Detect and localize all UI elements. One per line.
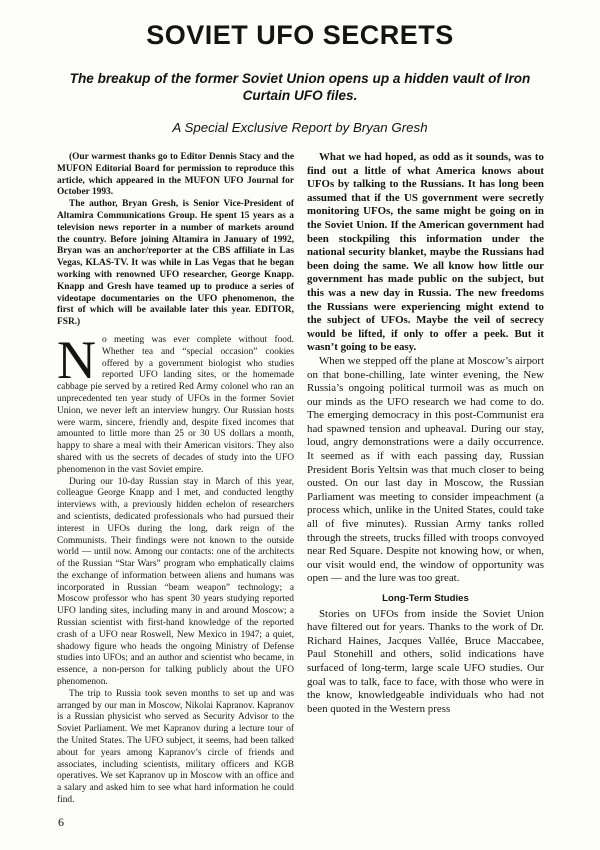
article-byline: A Special Exclusive Report by Bryan Gresh xyxy=(172,120,428,135)
article-title: SOVIET UFO SECRETS xyxy=(146,20,454,50)
right-column xyxy=(307,151,544,716)
body-paragraph: Stories on UFOs from inside the Soviet Union have filtered out for years. Thanks to the work of Dr. Richard Haines, Jacques Vallée, Bruce Maccabee, Paul Stonehill and others, solid indications have surfaced of long-term, large scale UFO studies. Our goal was to talk, face to face, with those who were in the know, knowledgeable individuals who had not been quoted in the Western press xyxy=(307,607,544,715)
body-paragraph-text: o meeting was ever complete without food. Whether tea and “special occasion” cookies offered by a government biologist who studies reported UFO landing sites, or the homemade cabbage pie served by a retired Red Army colonel who ran an unprecedented ten year study of UFOs in the former Soviet Union, we never left an interview hungry. Our Russian hosts were warm, sincere, friendly and, despite fixed incomes that amounted to little more than 25 or 30 US dollars a month, happy to share a meal with their American visitors. They also shared with us the secrets of decades of study into the UFO phenomenon in the vast Soviet empire. xyxy=(57,334,294,475)
body-paragraph: What we had hoped, as odd as it sounds, was to find out a little of what America knows about UFOs by talking to the Russians. It has long been assumed that if the US government were secretly monitoring UFOs, the same might be going on in the Soviet Union. If the American government had been stockpiling this information under the national security blanket, maybe the Russians had been doing the same. We all know how little our government has made public on the subject, but this was a new day in Russia. The new freedoms the Russians were experiencing might extend to the subject of UFOs. Maybe the veil of secrecy would be lifted, if only to offer a peek. But it wasn’t going to be easy. xyxy=(307,151,544,354)
editor-note xyxy=(57,152,294,329)
body-paragraph xyxy=(57,329,294,477)
drop-cap: N xyxy=(57,329,96,390)
article-subtitle: The breakup of the former Soviet Union opens up a hidden vault of Iron Curtain UFO files. xyxy=(69,71,531,103)
section-heading: Long-Term Studies xyxy=(382,593,469,604)
left-column xyxy=(57,152,294,807)
body-paragraph: During our 10-day Russian stay in March of this year, colleague George Knapp and I met, and conducted lengthy interviews with, a previously hidden echelon of researchers and scientists, dedicated professionals who had pursued their interest in UFOs during the long, dark reign of the Communists. Their findings were not known to the outside world — until now. Among our contacts: one of the architects of the Russian “Star Wars” program who emphatically claims the exchange of information between aliens and humans was incorporated in Russian “beam weapon” technology; a Moscow professor who has spent 30 years studying reported UFO landing sites, including many in and around Moscow; a Russian scientist with first-hand knowledge of the reported crash of a UFO near Roswell, New Mexico in 1947; a quiet, shadowy figure who heads the ongoing Ministry of Defense studies into UFOs; and an author and scientist who became, in essence, a non-person for talking publicly about the UFO phenomenon. xyxy=(57,476,294,688)
body-paragraph: The trip to Russia took seven months to set up and was arranged by our man in Moscow, Nikolai Kapranov. Kapranov is a Russian physicist who served as Security Advisor to the Soviet Parliament. We met Kapranov during a lecture tour of the United States. The UFO subject, it seems, had been talked about for years among Kapranov’s circle of friends and associates, including scientists, military officers and KGB operatives. We set Kapranov up in Moscow with an office and a salary and asked him to see what hard information he could find. xyxy=(57,688,294,806)
body-paragraph: When we stepped off the plane at Moscow’s airport on that bone-chilling, late winter evening, the New Russia’s ongoing political turmoil was as much on our minds as the UFO research we had come to do. The emerging democracy in this post-Communist era had spawned tension and upheaval. During our stay, loud, angry demonstrations were a daily occurrence. It seemed as if with each passing day, Russian President Boris Yeltsin was that much closer to being ousted. On our last day in Moscow, the Russian Parliament was meeting to consider impeachment (a process which, unlike in the United States, could take all of five minutes). Russian Army tanks rolled through the streets, trucks filled with troops convoyed near Red Square. Despite not knowing how, or when, our visit would end, the window of opportunity was open — and the lure was too great. xyxy=(307,354,544,585)
editor-note-paragraph: (Our warmest thanks go to Editor Dennis Stacy and the MUFON Editorial Board for permission to reproduce this article, which appeared in the MUFON UFO Journal for October 1993. xyxy=(57,152,294,198)
page-number: 6 xyxy=(58,815,64,829)
editor-note-paragraph: The author, Bryan Gresh, is Senior Vice-President of Altamira Communications Group. He spent 15 years as a television news reporter in a number of markets around the country. Before joining Altamira in January of 1992, Bryan was an anchor/reporter at the CBS affiliate in Las Vegas, KLAS-TV. It was while in Las Vegas that he began working with renowned UFO researcher, George Knapp. Knapp and Gresh have teamed up to produce a series of videotape documentaries on the UFO phenomenon, the first of which will be available later this year. EDITOR, FSR.) xyxy=(57,199,294,328)
